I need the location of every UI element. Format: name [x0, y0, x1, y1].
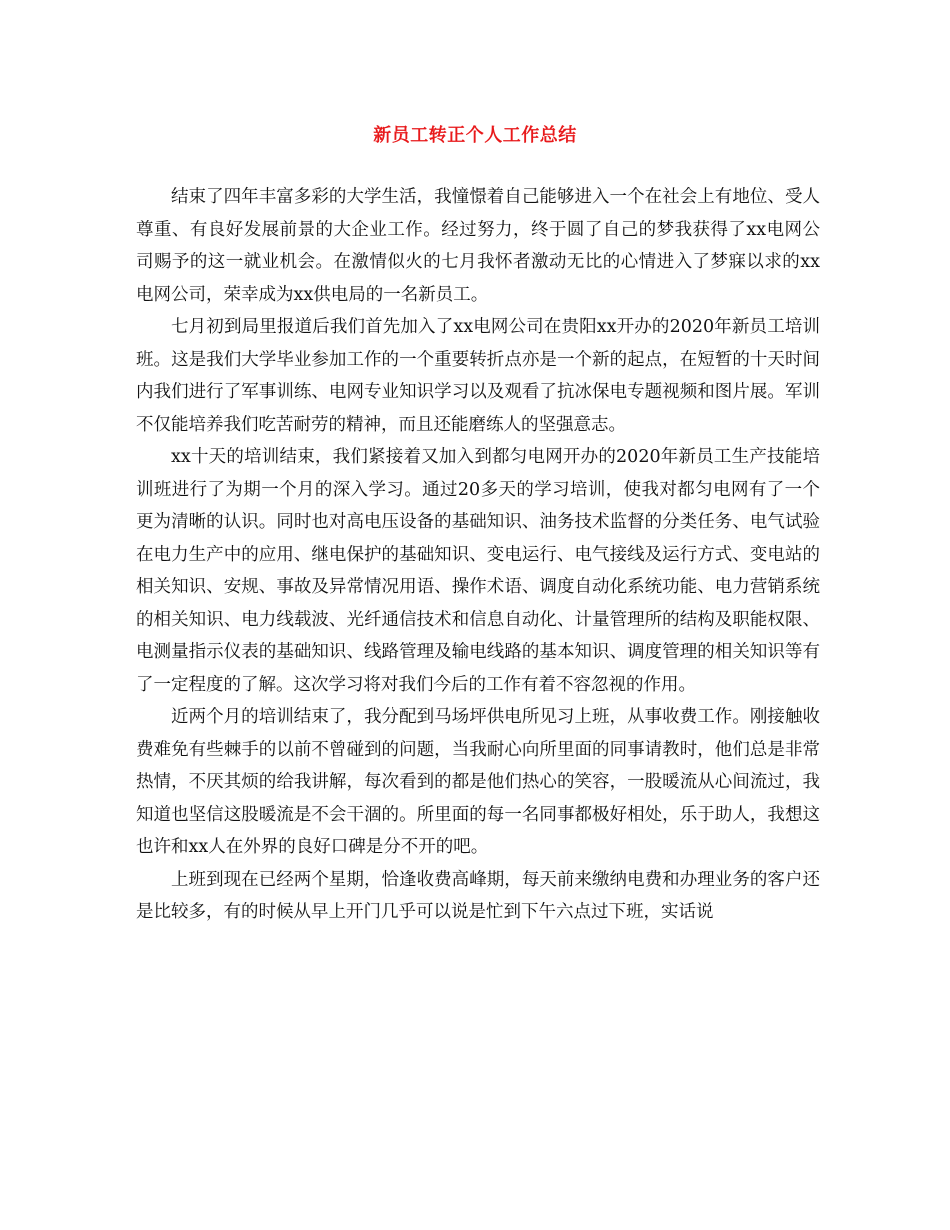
- paragraph-3: xx十天的培训结束，我们紧接着又加入到都匀电网开办的2020年新员工生产技能培训班进行了为期一个月的深入学习。通过20多天的学习培训，使我对都匀电网有了一个更为清晰的认识。同时也对高电压设备的基础知识、油务技术监督的分类任务、电气试验在电力生产中的应用、继电保护的基础知识、变电运行、电气接线及运行方式、变电站的相关知识、安规、事故及异常情况用语、操作术语、调度自动化系统功能、电力营销系统的相关知识、电力线载波、光纤通信技术和信息自动化、计量管理所的结构及职能权限、电测量指示仪表的基础知识、线路管理及输电线路的基本知识、调度管理的相关知识等有了一定程度的了解。这次学习将对我们今后的工作有着不容忽视的作用。: [136, 447, 820, 695]
- paragraph-5: 上班到现在已经两个星期，恰逢收费高峰期，每天前来缴纳电费和办理业务的客户还是比较多，有的时候从早上开门几乎可以说是忙到下午六点过下班，实话说: [136, 869, 820, 922]
- document-title: 新员工转正个人工作总结: [373, 125, 577, 146]
- document-body: [136, 181, 820, 929]
- paragraph-2: 七月初到局里报道后我们首先加入了xx电网公司在贵阳xx开办的2020年新员工培训班。这是我们大学毕业参加工作的一个重要转折点亦是一个新的起点，在短暂的十天时间内我们进行了军事训练、电网专业知识学习以及观看了抗冰保电专题视频和图片展。军训不仅能培养我们吃苦耐劳的精神，而且还能磨练人的坚强意志。: [136, 317, 820, 435]
- paragraph-4: 近两个月的培训结束了，我分配到马场坪供电所见习上班，从事收费工作。刚接触收费难免有些棘手的以前不曾碰到的问题，当我耐心向所里面的同事请教时，他们总是非常热情，不厌其烦的给我讲解，每次看到的都是他们热心的笑容，一股暖流从心间流过，我知道也坚信这股暖流是不会干涸的。所里面的每一名同事都极好相处，乐于助人，我想这也许和xx人在外界的良好口碑是分不开的吧。: [136, 707, 820, 857]
- paragraph-1: 结束了四年丰富多彩的大学生活，我憧憬着自己能够进入一个在社会上有地位、受人尊重、有良好发展前景的大企业工作。经过努力，终于圆了自己的梦我获得了xx电网公司赐予的这一就业机会。在激情似火的七月我怀者激动无比的心情进入了梦寐以求的xx电网公司，荣幸成为xx供电局的一名新员工。: [136, 187, 820, 305]
